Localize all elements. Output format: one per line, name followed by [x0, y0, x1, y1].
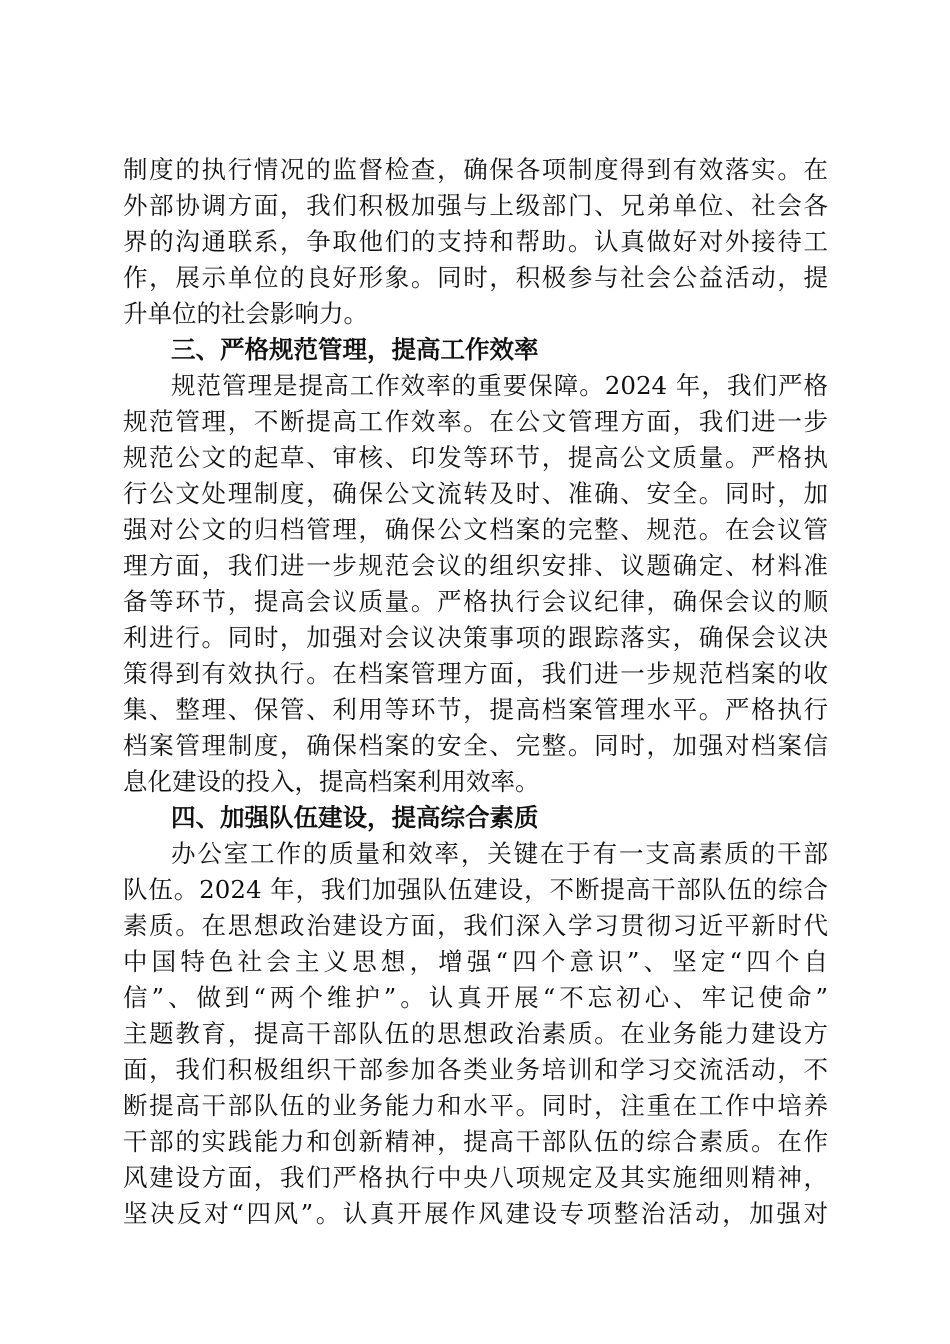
- paragraph-line: 面，我们积极组织干部参加各类业务培训和学习交流活动，不: [123, 1055, 828, 1084]
- paragraph-line: 外部协调方面，我们积极加强与上级部门、兄弟单位、社会各: [123, 191, 828, 220]
- paragraph-line: 集、整理、保管、利用等环节，提高档案管理水平。严格执行: [123, 695, 828, 724]
- paragraph-line: 利进行。同时，加强对会议决策事项的跟踪落实，确保会议决: [123, 623, 828, 652]
- paragraph-line: 备等环节，提高会议质量。严格执行会议纪律，确保会议的顺: [123, 587, 828, 616]
- paragraph-line: 干部的实践能力和创新精神，提高干部队伍的综合素质。在作: [123, 1127, 828, 1156]
- paragraph-line: 界的沟通联系，争取他们的支持和帮助。认真做好对外接待工: [123, 227, 828, 256]
- paragraph-line: 队伍。2024 年，我们加强队伍建设，不断提高干部队伍的综合: [123, 875, 828, 904]
- paragraph-line: 规范管理，不断提高工作效率。在公文管理方面，我们进一步: [123, 407, 828, 436]
- paragraph-line: 强对公文的归档管理，确保公文档案的完整、规范。在会议管: [123, 515, 828, 544]
- paragraph-line: 档案管理制度，确保档案的安全、完整。同时，加强对档案信: [123, 731, 828, 760]
- section-heading-3: 三、严格规范管理，提高工作效率: [171, 335, 539, 364]
- paragraph-line: 规范管理是提高工作效率的重要保障。2024 年，我们严格: [171, 371, 828, 400]
- paragraph-line: 风建设方面，我们严格执行中央八项规定及其实施细则精神，: [123, 1163, 828, 1192]
- paragraph-line: 信”、做到“两个维护”。认真开展“不忘初心、牢记使命”: [123, 983, 828, 1012]
- paragraph-line: 坚决反对“四风”。认真开展作风建设专项整治活动，加强对: [123, 1199, 828, 1228]
- paragraph-line: 主题教育，提高干部队伍的思想政治素质。在业务能力建设方: [123, 1019, 828, 1048]
- paragraph-line: 制度的执行情况的监督检查，确保各项制度得到有效落实。在: [123, 155, 828, 184]
- paragraph-line: 理方面，我们进一步规范会议的组织安排、议题确定、材料准: [123, 551, 828, 580]
- paragraph-line: 规范公文的起草、审核、印发等环节，提高公文质量。严格执: [123, 443, 828, 472]
- paragraph-line: 策得到有效执行。在档案管理方面，我们进一步规范档案的收: [123, 659, 828, 688]
- paragraph-line: 行公文处理制度，确保公文流转及时、准确、安全。同时，加: [123, 479, 828, 508]
- paragraph-line: 息化建设的投入，提高档案利用效率。: [123, 767, 540, 796]
- section-heading-4: 四、加强队伍建设，提高综合素质: [171, 803, 539, 832]
- paragraph-line: 断提高干部队伍的业务能力和水平。同时，注重在工作中培养: [123, 1091, 828, 1120]
- paragraph-line: 中国特色社会主义思想，增强“四个意识”、坚定“四个自: [123, 947, 828, 976]
- paragraph-line: 升单位的社会影响力。: [123, 299, 368, 328]
- paragraph-line: 作，展示单位的良好形象。同时，积极参与社会公益活动，提: [123, 263, 828, 292]
- paragraph-line: 素质。在思想政治建设方面，我们深入学习贯彻习近平新时代: [123, 911, 828, 940]
- paragraph-line: 办公室工作的质量和效率，关键在于有一支高素质的干部: [171, 839, 828, 868]
